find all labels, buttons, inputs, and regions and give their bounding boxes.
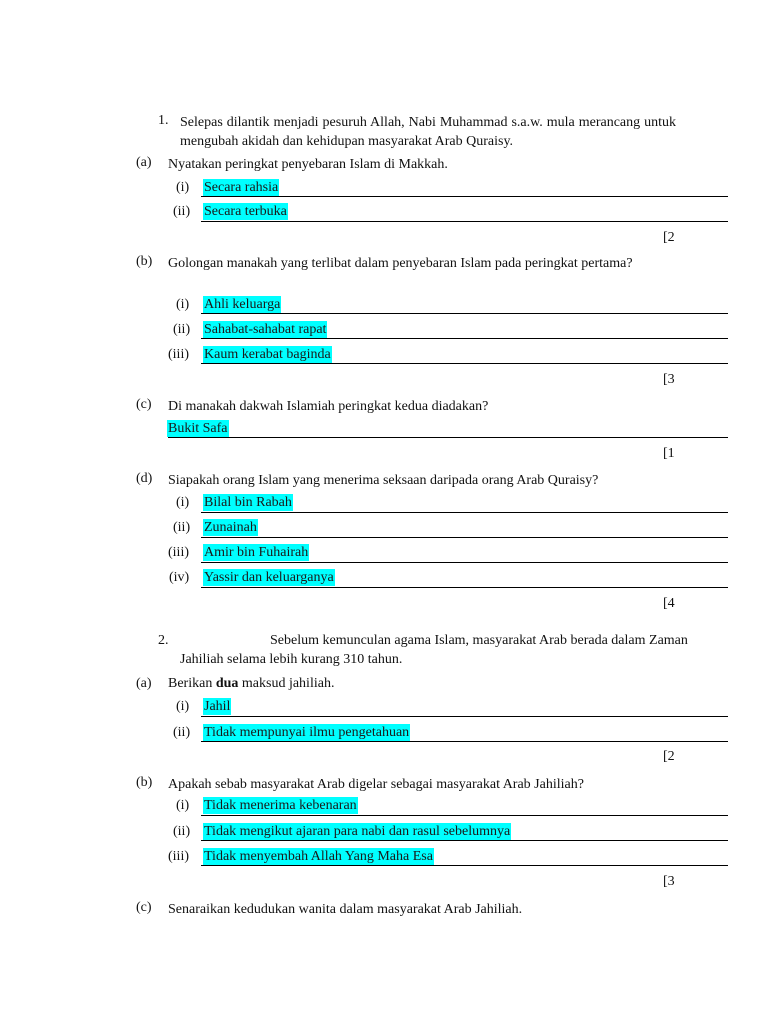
answer-text[interactable]: Ahli keluarga [204,297,281,312]
answer-line [201,587,728,588]
sub-question-text: Apakah sebab masyarakat Arab digelar sebagai masyarakat Arab Jahiliah? [168,777,584,792]
answer-line [201,562,728,563]
answer-text[interactable]: Amir bin Fuhairah [204,545,309,560]
answer-number: (i) [176,180,190,195]
answer-number: (i) [176,297,190,312]
answer-text[interactable]: Bilal bin Rabah [204,495,292,510]
answer-number: (i) [176,699,190,714]
sub-question-text: Golongan manakah yang terlibat dalam penyebaran Islam pada peringkat pertama? [168,256,633,271]
answer-line [201,363,728,364]
answer-text[interactable]: Zunainah [204,520,257,535]
question-text-line-2: Jahiliah selama lebih kurang 310 tahun. [180,652,403,667]
question-text-line-1: Sebelum kemunculan agama Islam, masyarakat Arab berada dalam Zaman [270,633,688,648]
answer-number: (ii) [173,824,191,839]
sub-question-letter: (b) [136,775,153,790]
answer-line [201,196,728,197]
sub-question-text: Nyatakan peringkat penyebaran Islam di Makkah. [168,157,448,172]
sub-question-letter: (d) [136,471,153,486]
sub-question-text: Di manakah dakwah Islamiah peringkat kedua diadakan? [168,399,489,414]
answer-text[interactable]: Secara rahsia [204,180,279,195]
marks-label: [2 [663,230,675,245]
answer-text[interactable]: Yassir dan keluarganya [204,570,334,585]
answer-text[interactable]: Tidak mengikut ajaran para nabi dan rasul sebelumnya [204,824,511,839]
answer-number: (iv) [169,570,190,585]
marks-label: [3 [663,372,675,387]
answer-text[interactable]: Bukit Safa [168,421,228,436]
answer-line [201,313,728,314]
answer-number: (iii) [168,545,189,560]
marks-label: [1 [663,446,675,461]
answer-number: (iii) [168,849,189,864]
answer-number: (ii) [173,725,191,740]
answer-line [201,865,728,866]
marks-label: [2 [663,749,675,764]
answer-line [201,840,728,841]
answer-line [201,537,728,538]
answer-line [168,437,728,438]
emphasis-text: dua [215,676,239,691]
question-number: 2. [158,633,169,648]
answer-number: (i) [176,798,190,813]
marks-label: [3 [663,874,675,889]
answer-line [201,716,728,717]
sub-question-text: Siapakah orang Islam yang menerima seksaan daripada orang Arab Quraisy? [168,473,599,488]
answer-text[interactable]: Tidak mempunyai ilmu pengetahuan [204,725,410,740]
sub-question-letter: (c) [136,397,152,412]
answer-line [201,741,728,742]
answer-text[interactable]: Jahil [204,699,231,714]
answer-line [201,815,728,816]
answer-text[interactable]: Sahabat-sahabat rapat [204,322,327,337]
answer-number: (iii) [168,347,189,362]
sub-question-letter: (b) [136,254,153,269]
sub-question-letter: (a) [136,676,152,691]
question-number: 1. [158,113,169,128]
sub-question-text: Berikan dua maksud jahiliah. [168,676,335,691]
answer-text[interactable]: Tidak menerima kebenaran [204,798,357,813]
answer-text[interactable]: Tidak menyembah Allah Yang Maha Esa [204,849,433,864]
marks-label: [4 [663,596,675,611]
answer-line [201,512,728,513]
answer-number: (ii) [173,520,191,535]
answer-number: (i) [176,495,190,510]
answer-text[interactable]: Kaum kerabat baginda [204,347,331,362]
answer-line [201,338,728,339]
answer-line [201,221,728,222]
sub-question-letter: (a) [136,155,152,170]
sub-question-text: Senaraikan kedudukan wanita dalam masyarakat Arab Jahiliah. [168,902,523,917]
question-text: Selepas dilantik menjadi pesuruh Allah, Nabi Muhammad s.a.w. mula merancang untuk mengubah akidah dan kehidupan masyarakat Arab Quraisy. [180,115,676,149]
sub-question-letter: (c) [136,900,152,915]
answer-number: (ii) [173,204,191,219]
answer-number: (ii) [173,322,191,337]
answer-text[interactable]: Secara terbuka [204,204,287,219]
